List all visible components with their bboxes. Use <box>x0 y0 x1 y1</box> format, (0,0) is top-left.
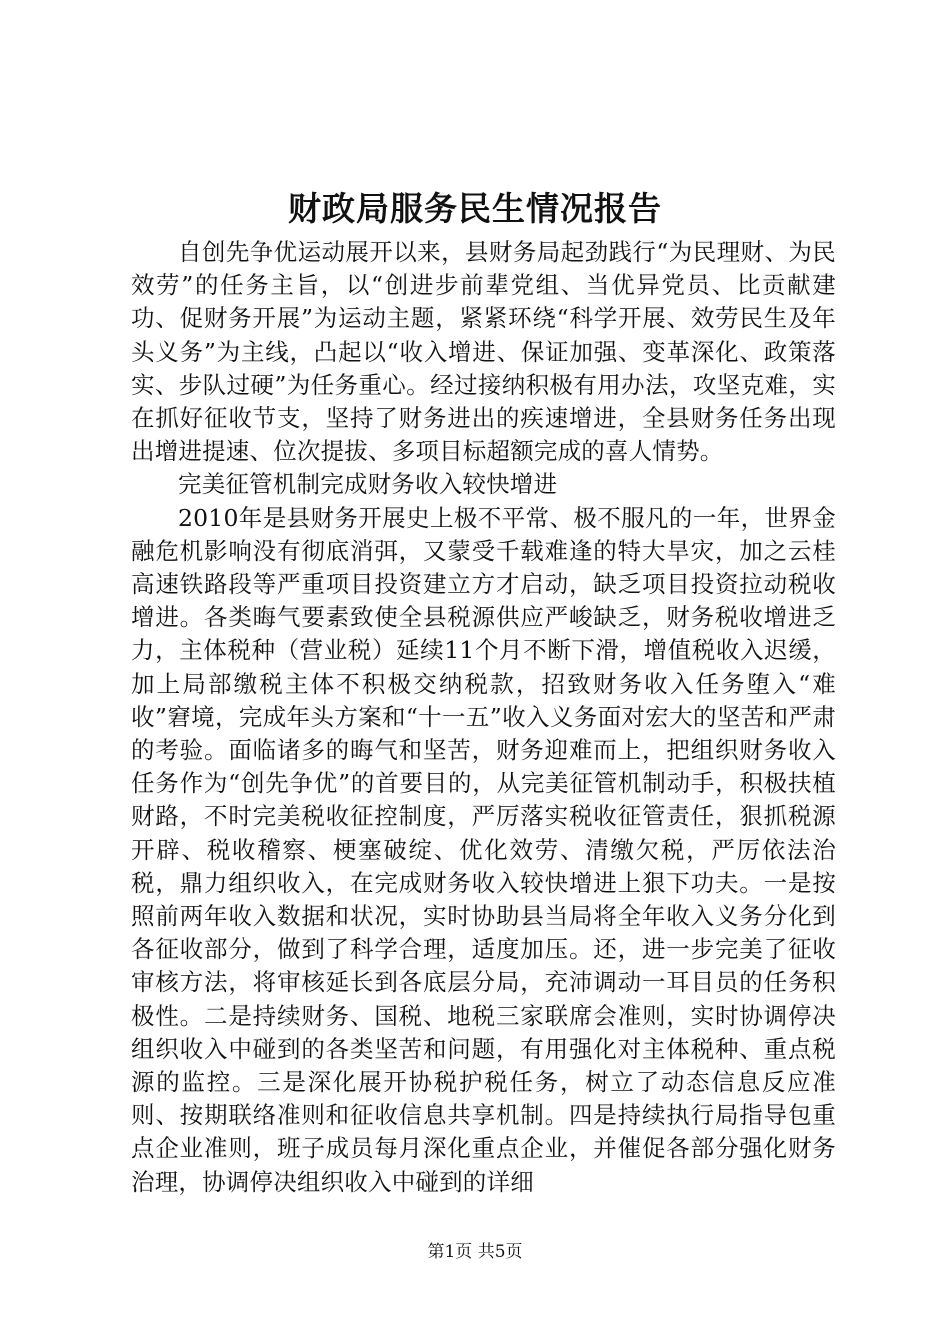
paragraph-intro: 自创先争优运动展开以来，县财务局起劲践行“为民理财、为民效劳”的任务主旨，以“创进步前辈党组、当优异党员、比贡献建功、促财务开展”为运动主题，紧紧环绕“科学开展、效劳民生及年头义务”为主线，凸起以“收入增进、保证加强、变革深化、政策落实、步队过硬”为任务重心。经过接纳积极有用办法，攻坚克难，实在抓好征收节支，坚持了财务进出的疾速增进，全县财务任务出现出增进提速、位次提拔、多项目标超额完成的喜人情势。 <box>131 238 836 466</box>
paragraph-main: 2010年是县财务开展史上极不平常、极不服凡的一年，世界金融危机影响没有彻底消弭，又蒙受千载难逢的特大旱灾，加之云桂高速铁路段等严重项目投资建立方才启动，缺乏项目投资拉动税收增进。各类晦气要素致使全县税源供应严峻缺乏，财务税收增进乏力，主体税种（营业税）延续11个月不断下滑，增值税收入迟缓，加上局部缴税主体不积极交纳税款，招致财务收入任务堕入“难收”窘境，完成年头方案和“十一五”收入义务面对宏大的坚苦和严肃的考验。面临诸多的晦气和坚苦，财务迎难而上，把组织财务收入任务作为“创先争优”的首要目的，从完美征管机制动手，积极扶植财路，不时完美税收征控制度，严厉落实税收征管责任，狠抓税源开辟、税收稽察、梗塞破绽、优化效劳、清缴欠税，严厉依法治税，鼎力组织收入，在完成财务收入较快增进上狠下功夫。一是按照前两年收入数据和状况，实时协助县当局将全年收入义务分化到各征收部分，做到了科学合理，适度加压。还，进一步完美了征收审核方法，将审核延长到各底层分局，充沛调动一耳目员的任务积极性。二是持续财务、国税、地税三家联席会准则，实时协调停决组织收入中碰到的各类坚苦和问题，有用强化对主体税种、重点税源的监控。三是深化展开协税护税任务，树立了动态信息反应准则、按期联络准则和征收信息共享机制。四是持续执行局指导包重点企业准则，班子成员每月深化重点企业，并催促各部分强化财务治理，协调停决组织收入中碰到的详细 <box>131 503 836 1196</box>
section-heading: 完美征管机制完成财务收入较快增进 <box>178 470 558 499</box>
page-footer: 第1页 共5页 <box>427 1242 523 1262</box>
document-title: 财政局服务民生情况报告 <box>288 189 662 228</box>
document-body <box>131 236 836 1199</box>
